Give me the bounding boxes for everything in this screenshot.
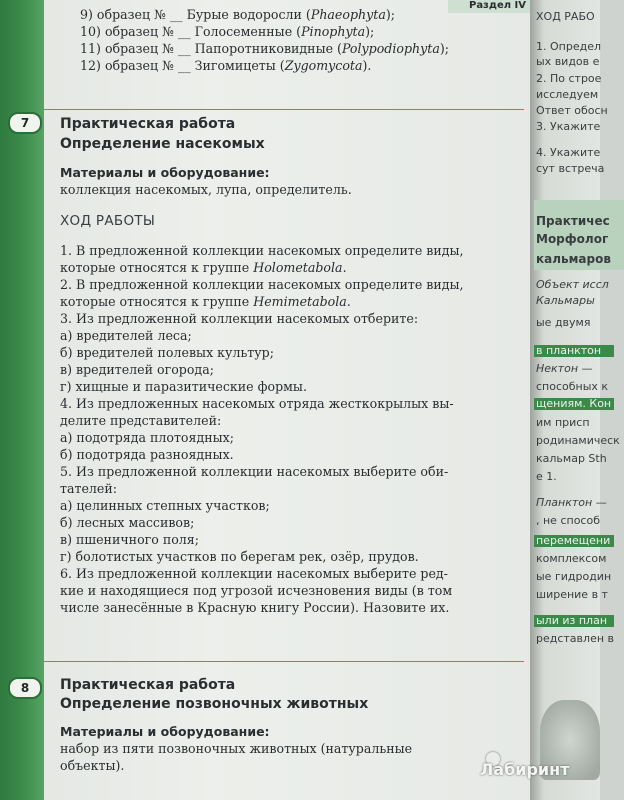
work-title: Практическая работа <box>60 116 236 132</box>
work-title: Практическая работа <box>60 677 236 693</box>
work-number-badge: 8 <box>8 677 42 699</box>
adjacent-text: Нектон — <box>536 362 593 375</box>
materials-text-cont: объекты). <box>60 758 125 773</box>
adjacent-text: ширение в т <box>536 588 608 601</box>
adjacent-text: перемещени <box>536 534 611 547</box>
adjacent-text: щениям. Кон <box>536 397 612 410</box>
text-line: б) лесных массивов; <box>60 515 195 530</box>
adjacent-text: Объект иссл <box>536 278 609 291</box>
text-line: 5. Из предложенной коллекции насекомых выберите оби- <box>60 464 449 479</box>
adjacent-text: Кальмары <box>536 294 595 307</box>
text-line: кие и находящиеся под угрозой исчезновения виды (в том <box>60 583 453 598</box>
text-line: которые относятся к группе Holometabola. <box>60 260 347 275</box>
section-divider <box>44 661 524 662</box>
materials-text: набор из пяти позвоночных животных (натуральные <box>60 741 413 756</box>
list-item: 11) образец № __ Папоротниковидные (Polypodiophyta); <box>80 41 450 56</box>
adjacent-heading: Практичес <box>536 214 610 228</box>
section-divider <box>44 109 524 110</box>
list-item: 9) образец № __ Бурые водоросли (Phaeophyta); <box>80 7 396 22</box>
watermark: Лабиринт <box>480 760 570 779</box>
text-line: г) болотистых участков по берегам рек, озёр, прудов. <box>60 549 419 564</box>
materials-heading: Материалы и оборудование: <box>60 165 270 180</box>
procedure-steps <box>60 242 518 616</box>
text-line: а) целинных степных участков; <box>60 498 270 513</box>
adjacent-text: ые гидродин <box>536 570 612 583</box>
adjacent-text: в планктон <box>536 344 602 357</box>
text-line: 4. Из предложенных насекомых отряда жесткокрылых вы- <box>60 396 454 411</box>
section-tab: Раздел IV <box>448 0 530 13</box>
text-line: б) подотряда разноядных. <box>60 447 234 462</box>
text-line: б) вредителей полевых культур; <box>60 345 274 360</box>
text-line: числе занесённые в Красную книгу России). Назовите их. <box>60 600 450 615</box>
list-item: 12) образец № __ Зигомицеты (Zygomycota). <box>80 58 372 73</box>
text-line: 6. Из предложенной коллекции насекомых выберите ред- <box>60 566 448 581</box>
adjacent-text: , не способ <box>536 514 600 527</box>
adjacent-text: ХОД РАБО <box>536 10 595 23</box>
text-line: которые относятся к группе Hemimetabola. <box>60 294 351 309</box>
adjacent-text: сут встреча <box>536 162 605 175</box>
adjacent-text: ых видов е <box>536 55 600 68</box>
text-line: в) пшеничного поля; <box>60 532 199 547</box>
text-line: в) вредителей огорода; <box>60 362 214 377</box>
materials-text: коллекция насекомых, лупа, определитель. <box>60 182 352 197</box>
adjacent-text: 2. По строе <box>536 72 602 85</box>
list-item: 10) образец № __ Голосеменные (Pinophyta); <box>80 24 375 39</box>
text-line: а) подотряда плотоядных; <box>60 430 234 445</box>
work-subtitle: Определение позвоночных животных <box>60 696 369 712</box>
adjacent-text: е 1. <box>536 470 557 483</box>
adjacent-heading: Морфолог <box>536 232 609 246</box>
specimen-list <box>80 6 449 74</box>
text-line: а) вредителей леса; <box>60 328 192 343</box>
text-line: г) хищные и паразитические формы. <box>60 379 307 394</box>
adjacent-text: 3. Укажите <box>536 120 601 133</box>
adjacent-text: Планктон — <box>536 496 607 509</box>
adjacent-text: 1. Определ <box>536 40 601 53</box>
text-line: 3. Из предложенной коллекции насекомых отберите: <box>60 311 419 326</box>
adjacent-text: Ответ обосн <box>536 104 608 117</box>
adjacent-text: способных к <box>536 380 609 393</box>
text-line: 2. В предложенной коллекции насекомых определите виды, <box>60 277 464 292</box>
materials-heading: Материалы и оборудование: <box>60 724 270 739</box>
adjacent-text: комплексом <box>536 552 607 565</box>
work-subtitle: Определение насекомых <box>60 136 265 152</box>
adjacent-page <box>530 0 620 800</box>
adjacent-text: исследуем <box>536 88 599 101</box>
adjacent-text: родинамическ <box>536 434 620 447</box>
procedure-heading: ХОД РАБОТЫ <box>60 213 156 229</box>
adjacent-heading: кальмаров <box>536 252 611 266</box>
adjacent-text: кальмар Sth <box>536 452 607 465</box>
adjacent-text: редставлен в <box>536 632 615 645</box>
adjacent-text: ые двумя <box>536 316 591 329</box>
text-line: делите представителей: <box>60 413 222 428</box>
work-number-badge: 7 <box>8 112 42 134</box>
text-line: тателей: <box>60 481 117 496</box>
adjacent-text: им присп <box>536 416 590 429</box>
text-line: 1. В предложенной коллекции насекомых определите виды, <box>60 243 464 258</box>
adjacent-text: 4. Укажите <box>536 146 601 159</box>
adjacent-text: ыли из план <box>536 614 608 627</box>
